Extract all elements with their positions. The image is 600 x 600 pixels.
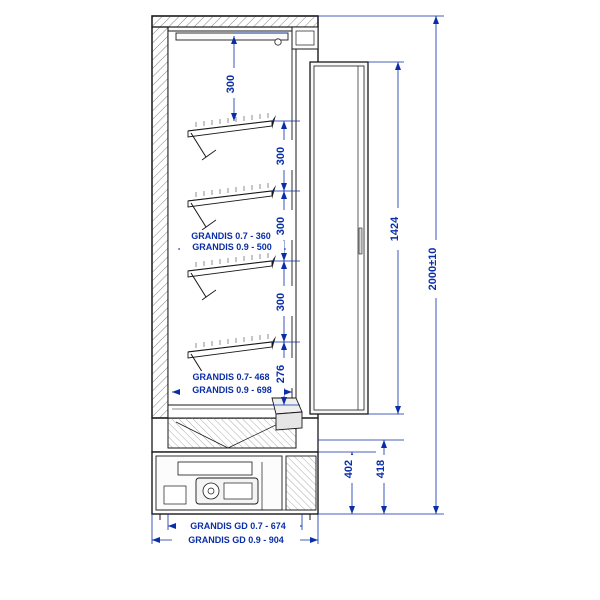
label-overall-depth-07: GRANDIS GD 0.7 - 674 (190, 521, 286, 531)
dim-label-shelf-gap-3: 300 (275, 216, 287, 236)
label-base-depth-07: GRANDIS 0.7- 468 (192, 372, 270, 382)
dim-label-shelf-gap-4: 300 (275, 292, 287, 312)
dim-label-base-inner: 402 (343, 459, 355, 479)
dim-label-shelf-gap-1: 300 (225, 74, 237, 94)
air-return-well (152, 398, 318, 452)
label-shelf-depth-07: GRANDIS 0.7 - 360 (191, 231, 271, 241)
dim-label-base-outer: 418 (375, 459, 387, 479)
dim-label-door-height: 1424 (389, 216, 401, 242)
dim-label-bottom-gap: 276 (275, 364, 287, 384)
label-shelf-depth-09: GRANDIS 0.9 - 500 (192, 242, 272, 252)
door-handle (359, 228, 362, 254)
machine-compartment (152, 452, 318, 520)
glass-door (310, 62, 368, 414)
dim-label-shelf-gap-2: 300 (275, 146, 287, 166)
dim-label-total-height: 2000±10 (427, 247, 439, 291)
label-overall-depth-09: GRANDIS GD 0.9 - 904 (188, 535, 284, 545)
label-base-depth-09: GRANDIS 0.9 - 698 (192, 385, 272, 395)
condenser-block (286, 456, 316, 510)
